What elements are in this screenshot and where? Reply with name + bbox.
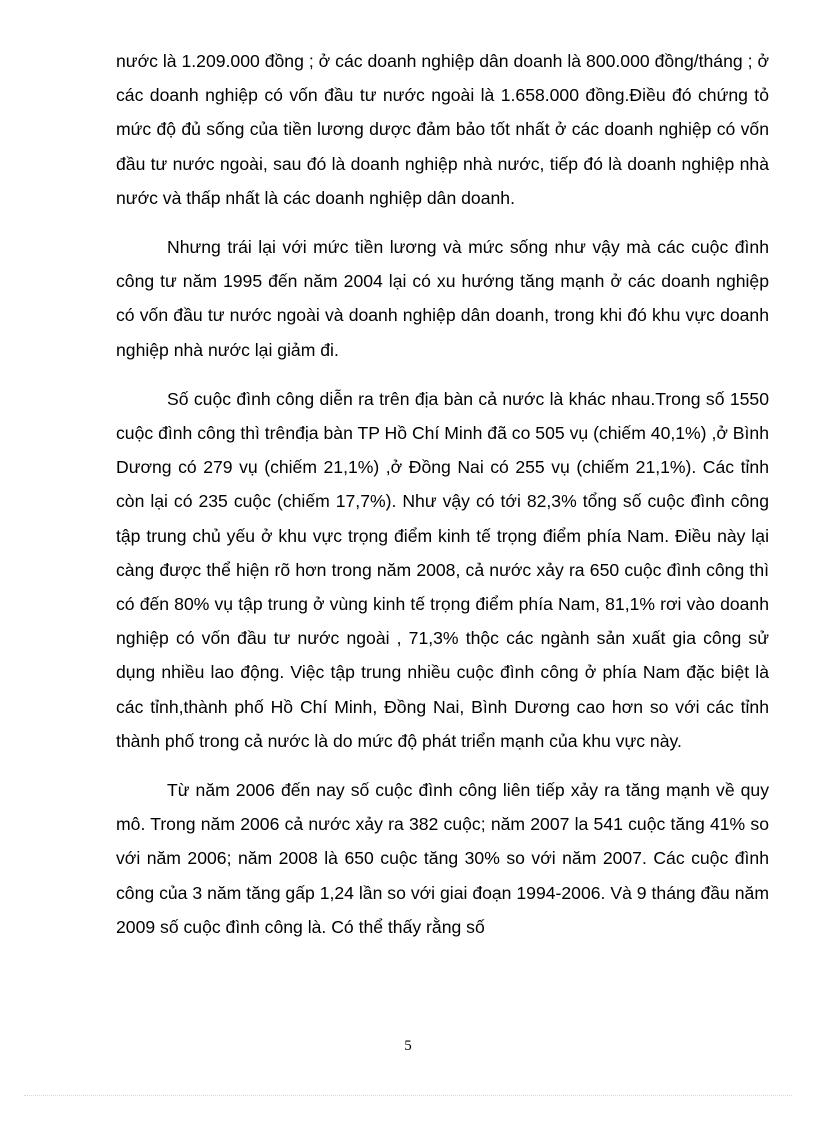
paragraph-4: Từ năm 2006 đến nay số cuộc đình công liên tiếp xảy ra tăng mạnh về quy mô. Trong năm 2006 cả nước xảy ra 382 cuộc; năm 2007 la 541 cuộc tăng 41% so với năm 2006; năm 2008 là 650 cuộc tăng 30% so với năm 2007. Các cuộc đình công của 3 năm tăng gấp 1,24 lần so với giai đoạn 1994-2006. Và 9 tháng đầu năm 2009 số cuộc đình công là. Có thể thấy rằng số — [116, 780, 769, 937]
page-bottom-divider — [24, 1095, 792, 1096]
page-number: 5 — [404, 1038, 412, 1054]
paragraph-3: Số cuộc đình công diễn ra trên địa bàn cả nước là khác nhau.Trong số 1550 cuộc đình công thì trênđịa bàn TP Hồ Chí Minh đã co 505 vụ (chiếm 40,1%) ,ở Bình Dương có 279 vụ (chiếm 21,1%) ,ở Đồng Nai có 255 vụ (chiếm 21,1%). Các tỉnh còn lại có 235 cuộc (chiếm 17,7%). Như vậy có tới 82,3% tổng số cuộc đình công tập trung chủ yếu ở khu vực trọng điểm kinh tế trọng điểm phía Nam. Điều này lại càng được thể hiện rõ hơn trong năm 2008, cả nước xảy ra 650 cuộc đình công thì có đến 80% vụ tập trung ở vùng kinh tế trọng điểm phía Nam, 81,1% rơi vào doanh nghiệp có vốn đầu tư nước ngoài , 71,3% thộc các ngành sản xuất gia công sử dụng nhiều lao động. Việc tập trung nhiều cuộc đình công ở phía Nam đặc biệt là các tỉnh,thành phố Hồ Chí Minh, Đồng Nai, Bình Dương cao hơn so với các tỉnh thành phố trong cả nước là do mức độ phát triển mạnh của khu vực này. — [116, 388, 769, 751]
paragraph-1: nước là 1.209.000 đồng ; ở các doanh nghiệp dân doanh là 800.000 đồng/tháng ; ở các doanh nghiệp có vốn đầu tư nước ngoài là 1.658.000 đồng.Điều đó chứng tỏ mức độ đủ sống của tiền lương dược đảm bảo tốt nhất ở các doanh nghiệp có vốn đầu tư nước ngoài, sau đó là doanh nghiệp nhà nước, tiếp đó là doanh nghiệp nhà nước và thấp nhất là các doanh nghiệp dân doanh. — [116, 51, 769, 208]
document-body — [116, 44, 769, 959]
paragraph-2: Nhưng trái lại với mức tiền lương và mức sống như vậy mà các cuộc đình công tư năm 1995 đến năm 2004 lại có xu hướng tăng mạnh ở các doanh nghiệp có vốn đầu tư nước ngoài và doanh nghiệp dân doanh, trong khi đó khu vực doanh nghiệp nhà nước lại giảm đi. — [116, 237, 769, 360]
